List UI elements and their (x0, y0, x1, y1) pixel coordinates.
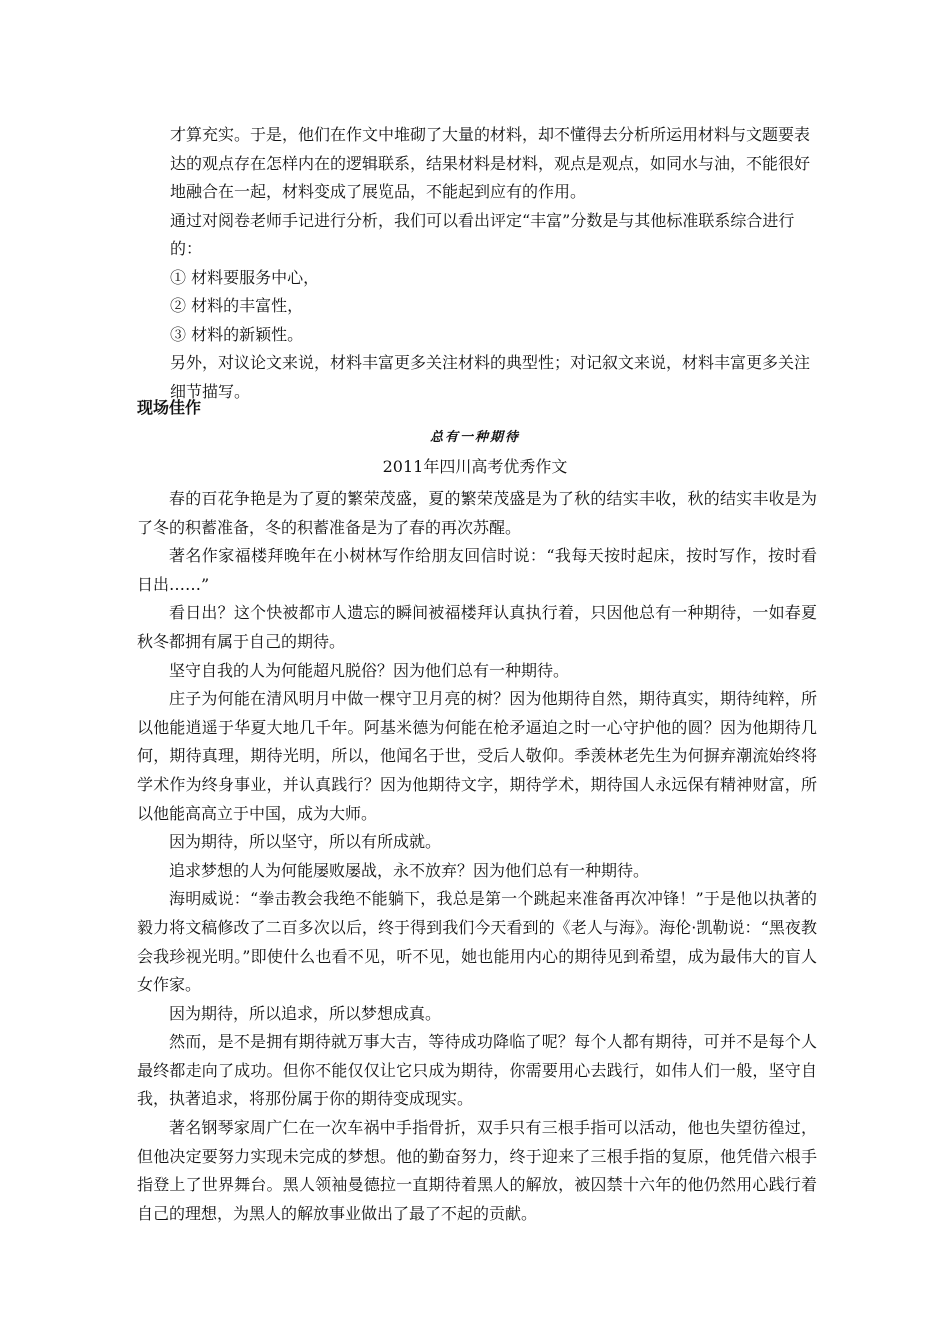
essay-paragraph: 追求梦想的人为何能屡败屡战，永不放弃？因为他们总有一种期待。 (169, 860, 650, 880)
essay-paragraph: 春的百花争艳是为了夏的繁荣茂盛，夏的繁荣茂盛是为了秋的结实丰收，秋的结实丰收是为了冬的积蓄准备，冬的积蓄准备是为了春的再次苏醒。 (137, 489, 817, 537)
essay-paragraph: 著名作家福楼拜晚年在小树林写作给朋友回信时说：“我每天按时起床，按时写作，按时看日出……” (137, 546, 817, 594)
essay-paragraph: 看日出？这个快被都市人遗忘的瞬间被福楼拜认真执行着，只因他总有一种期待，一如春夏秋冬都拥有属于自己的期待。 (137, 603, 817, 651)
intro-paragraph: 通过对阅卷老师手记进行分析，我们可以看出评定“丰富”分数是与其他标准联系综合进行的： (170, 210, 795, 258)
criteria-item-2: ② 材料的丰富性， (170, 296, 304, 315)
essay-paragraph: 因为期待，所以坚守，所以有所成就。 (169, 832, 442, 852)
criteria-item-3: ③ 材料的新颖性。 (170, 324, 304, 344)
criteria-item-1: ① 材料要服务中心， (170, 267, 320, 287)
essay-paragraph: 海明威说：“拳击教会我绝不能躺下，我总是第一个跳起来准备再次冲锋！”于是他以执著的毅力将文稿修改了二百多次以后，终于得到我们今天看到的《老人与海》。海伦·凯勒说：“黑夜教会我珍视光明。”即使什么也看不见，听不见，她也能用内心的期待见到希望，成为最伟大的盲人女作家。 (137, 889, 817, 995)
section-heading: 现场佳作 (137, 398, 202, 417)
essay-paragraph: 然而，是不是拥有期待就万事大吉，等待成功降临了呢？每个人都有期待，可并不是每个人最终都走向了成功。但你不能仅仅让它只成为期待，你需要用心去践行，如伟人们一般，坚守自我，执著追求，将那份属于你的期待变成现实。 (137, 1032, 817, 1109)
essay-body (137, 485, 817, 1228)
essay-paragraph: 著名钢琴家周广仁在一次车祸中手指骨折，双手只有三根手指可以活动，他也失望彷徨过，但他决定要努力实现未完成的梦想。他的勤奋努力，终于迎来了三根手指的复原，他凭借六根手指登上了世界舞台。黑人领袖曼德拉一直期待着黑人的解放，被囚禁十六年的他仍然用心践行着自己的理想，为黑人的解放事业做出了最了不起的贡献。 (137, 1118, 817, 1223)
essay-subtitle: 2011年四川高考优秀作文 (382, 457, 568, 476)
intro-block (170, 121, 820, 406)
essay-paragraph: 坚守自我的人为何能超凡脱俗？因为他们总有一种期待。 (169, 660, 570, 680)
intro-paragraph: 才算充实。于是，他们在作文中堆砌了大量的材料，却不懂得去分析所运用材料与文题要表达的观点存在怎样内在的逻辑联系，结果材料是材料，观点是观点，如同水与油，不能很好地融合在一起，材料变成了展览品，不能起到应有的作用。 (170, 125, 811, 201)
essay-title: 总有一种期待 (429, 430, 520, 445)
essay-paragraph: 因为期待，所以追求，所以梦想成真。 (169, 1003, 442, 1023)
essay-paragraph: 庄子为何能在清风明月中做一棵守卫月亮的树？因为他期待自然，期待真实，期待纯粹，所以他能逍遥于华夏大地几千年。阿基米德为何能在枪矛逼迫之时一心守护他的圆？因为他期待几何，期待真理，期待光明，所以，他闻名于世，受后人敬仰。季羡林老先生为何摒弃潮流始终将学术作为终身事业，并认真践行？因为他期待文字，期待学术，期待国人永远保有精神财富，所以他能高高立于中国，成为大师。 (137, 689, 817, 823)
intro-paragraph: 另外，对议论文来说，材料丰富更多关注材料的典型性；对记叙文来说，材料丰富更多关注细节描写。 (170, 353, 811, 401)
